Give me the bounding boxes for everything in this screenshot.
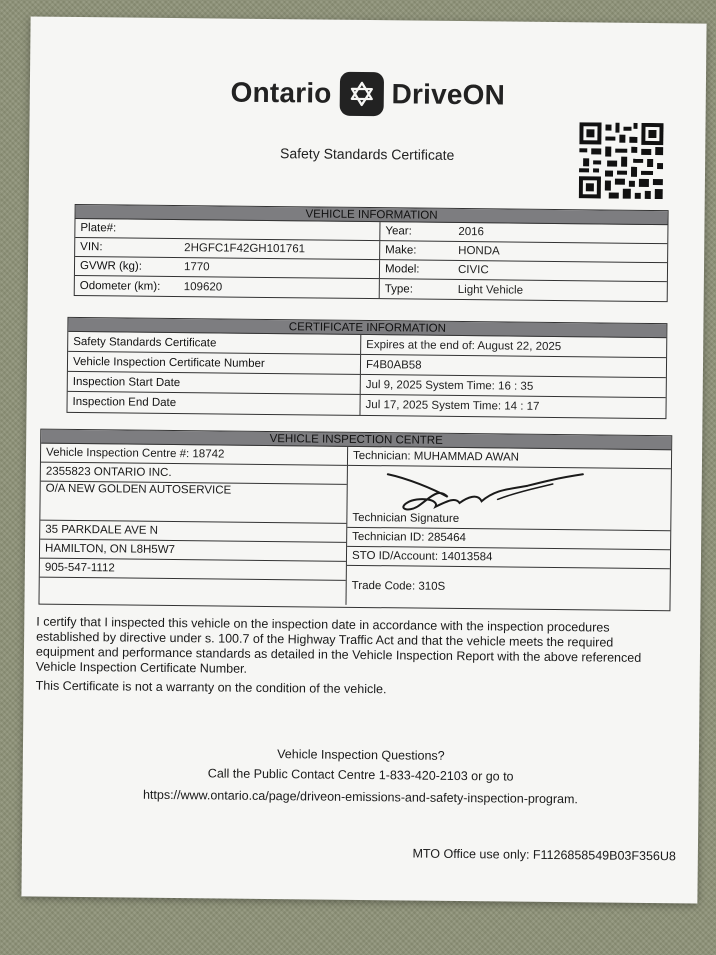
certificate-paper bbox=[21, 16, 706, 903]
inspection-centre-heading: VEHICLE INSPECTION CENTRE bbox=[41, 430, 671, 451]
ontario-driveon-logo bbox=[30, 68, 706, 119]
odometer-label: Odometer (km): bbox=[79, 279, 161, 293]
vehicle-information-section bbox=[74, 204, 669, 302]
certify-text: I certify that I inspected this vehicle on the inspection date in accordance with the inspection procedures established by directive under s. 100.7 of the Highway Traffic Act and that the vehicle meets the required equipment and performance standards as detailed in the Vehicle Inspection Report with the above referenced Vehicle Inspection Certificate Number. bbox=[35, 614, 642, 676]
plate-label: Plate#: bbox=[80, 222, 117, 235]
sto-account: STO ID/Account: 14013584 bbox=[347, 547, 670, 569]
inspection-end-label: Inspection End Date bbox=[72, 395, 177, 410]
inspection-start-label: Inspection Start Date bbox=[72, 375, 181, 389]
warranty-text: This Certificate is not a warranty on the condition of the vehicle. bbox=[35, 678, 387, 697]
make-value: HONDA bbox=[458, 244, 500, 258]
document-title: Safety Standards Certificate bbox=[279, 145, 455, 163]
type-value: Light Vehicle bbox=[457, 283, 524, 297]
brand-ontario: Ontario bbox=[230, 76, 332, 109]
operating-as: O/A NEW GOLDEN AUTOSERVICE bbox=[40, 482, 346, 524]
gvwr-value: 1770 bbox=[183, 261, 210, 274]
certificate-information-section bbox=[66, 317, 667, 419]
odometer-value: 109620 bbox=[183, 280, 223, 294]
trade-code: Trade Code: 310S bbox=[351, 579, 446, 593]
gvwr-label: GVWR (kg): bbox=[79, 260, 143, 273]
make-label: Make: bbox=[379, 241, 453, 260]
ssc-label: Safety Standards Certificate bbox=[73, 335, 217, 349]
trillium-icon bbox=[339, 72, 383, 116]
city-line: HAMILTON, ON L8H5W7 bbox=[40, 540, 346, 562]
certification-statement bbox=[36, 615, 667, 701]
contact-line: Call the Public Contact Centre 1-833-420-2103 or go to bbox=[207, 766, 514, 784]
inspection-start-value: Jul 9, 2025 System Time: 16 : 35 bbox=[360, 375, 666, 397]
ssc-expiry-value: Expires at the end of: August 22, 2025 bbox=[360, 335, 666, 357]
vin-label: VIN: bbox=[80, 241, 103, 254]
technician-name: Technician: MUHAMMAD AWAN bbox=[348, 447, 671, 469]
qr-code-icon bbox=[579, 122, 664, 199]
brand-driveon: DriveON bbox=[391, 78, 506, 111]
questions-heading: Vehicle Inspection Questions? bbox=[277, 747, 445, 763]
phone-number: 905-547-1112 bbox=[40, 559, 346, 581]
centre-number: Vehicle Inspection Centre #: 18742 bbox=[41, 444, 347, 466]
type-label: Type: bbox=[379, 279, 453, 299]
signature-label: Technician Signature bbox=[352, 511, 460, 525]
model-value: CIVIC bbox=[457, 263, 489, 277]
model-label: Model: bbox=[379, 260, 453, 279]
vic-number-label: Vehicle Inspection Certificate Number bbox=[72, 355, 265, 370]
technician-id: Technician ID: 285464 bbox=[347, 528, 670, 550]
year-value: 2016 bbox=[458, 225, 485, 239]
inspection-end-value: Jul 17, 2025 System Time: 14 : 17 bbox=[359, 395, 665, 418]
company-name: 2355823 ONTARIO INC. bbox=[41, 463, 347, 485]
vic-number-value: F4B0AB58 bbox=[360, 355, 666, 377]
address-line: 35 PARKDALE AVE N bbox=[40, 521, 346, 543]
signature-box bbox=[347, 466, 671, 531]
vin-value: 2HGFC1F42GH101761 bbox=[184, 242, 306, 256]
contact-url: https://www.ontario.ca/page/driveon-emissions-and-safety-inspection-program. bbox=[142, 787, 579, 807]
vehicle-information-heading: VEHICLE INFORMATION bbox=[76, 205, 668, 225]
plate-value bbox=[179, 220, 379, 240]
inspection-centre-section bbox=[38, 429, 672, 612]
certificate-information-heading: CERTIFICATE INFORMATION bbox=[68, 318, 666, 338]
year-label: Year: bbox=[379, 222, 453, 241]
empty-cell bbox=[39, 578, 345, 605]
mto-office-code: MTO Office use only: F1126858549B03F356U8 bbox=[412, 846, 676, 864]
